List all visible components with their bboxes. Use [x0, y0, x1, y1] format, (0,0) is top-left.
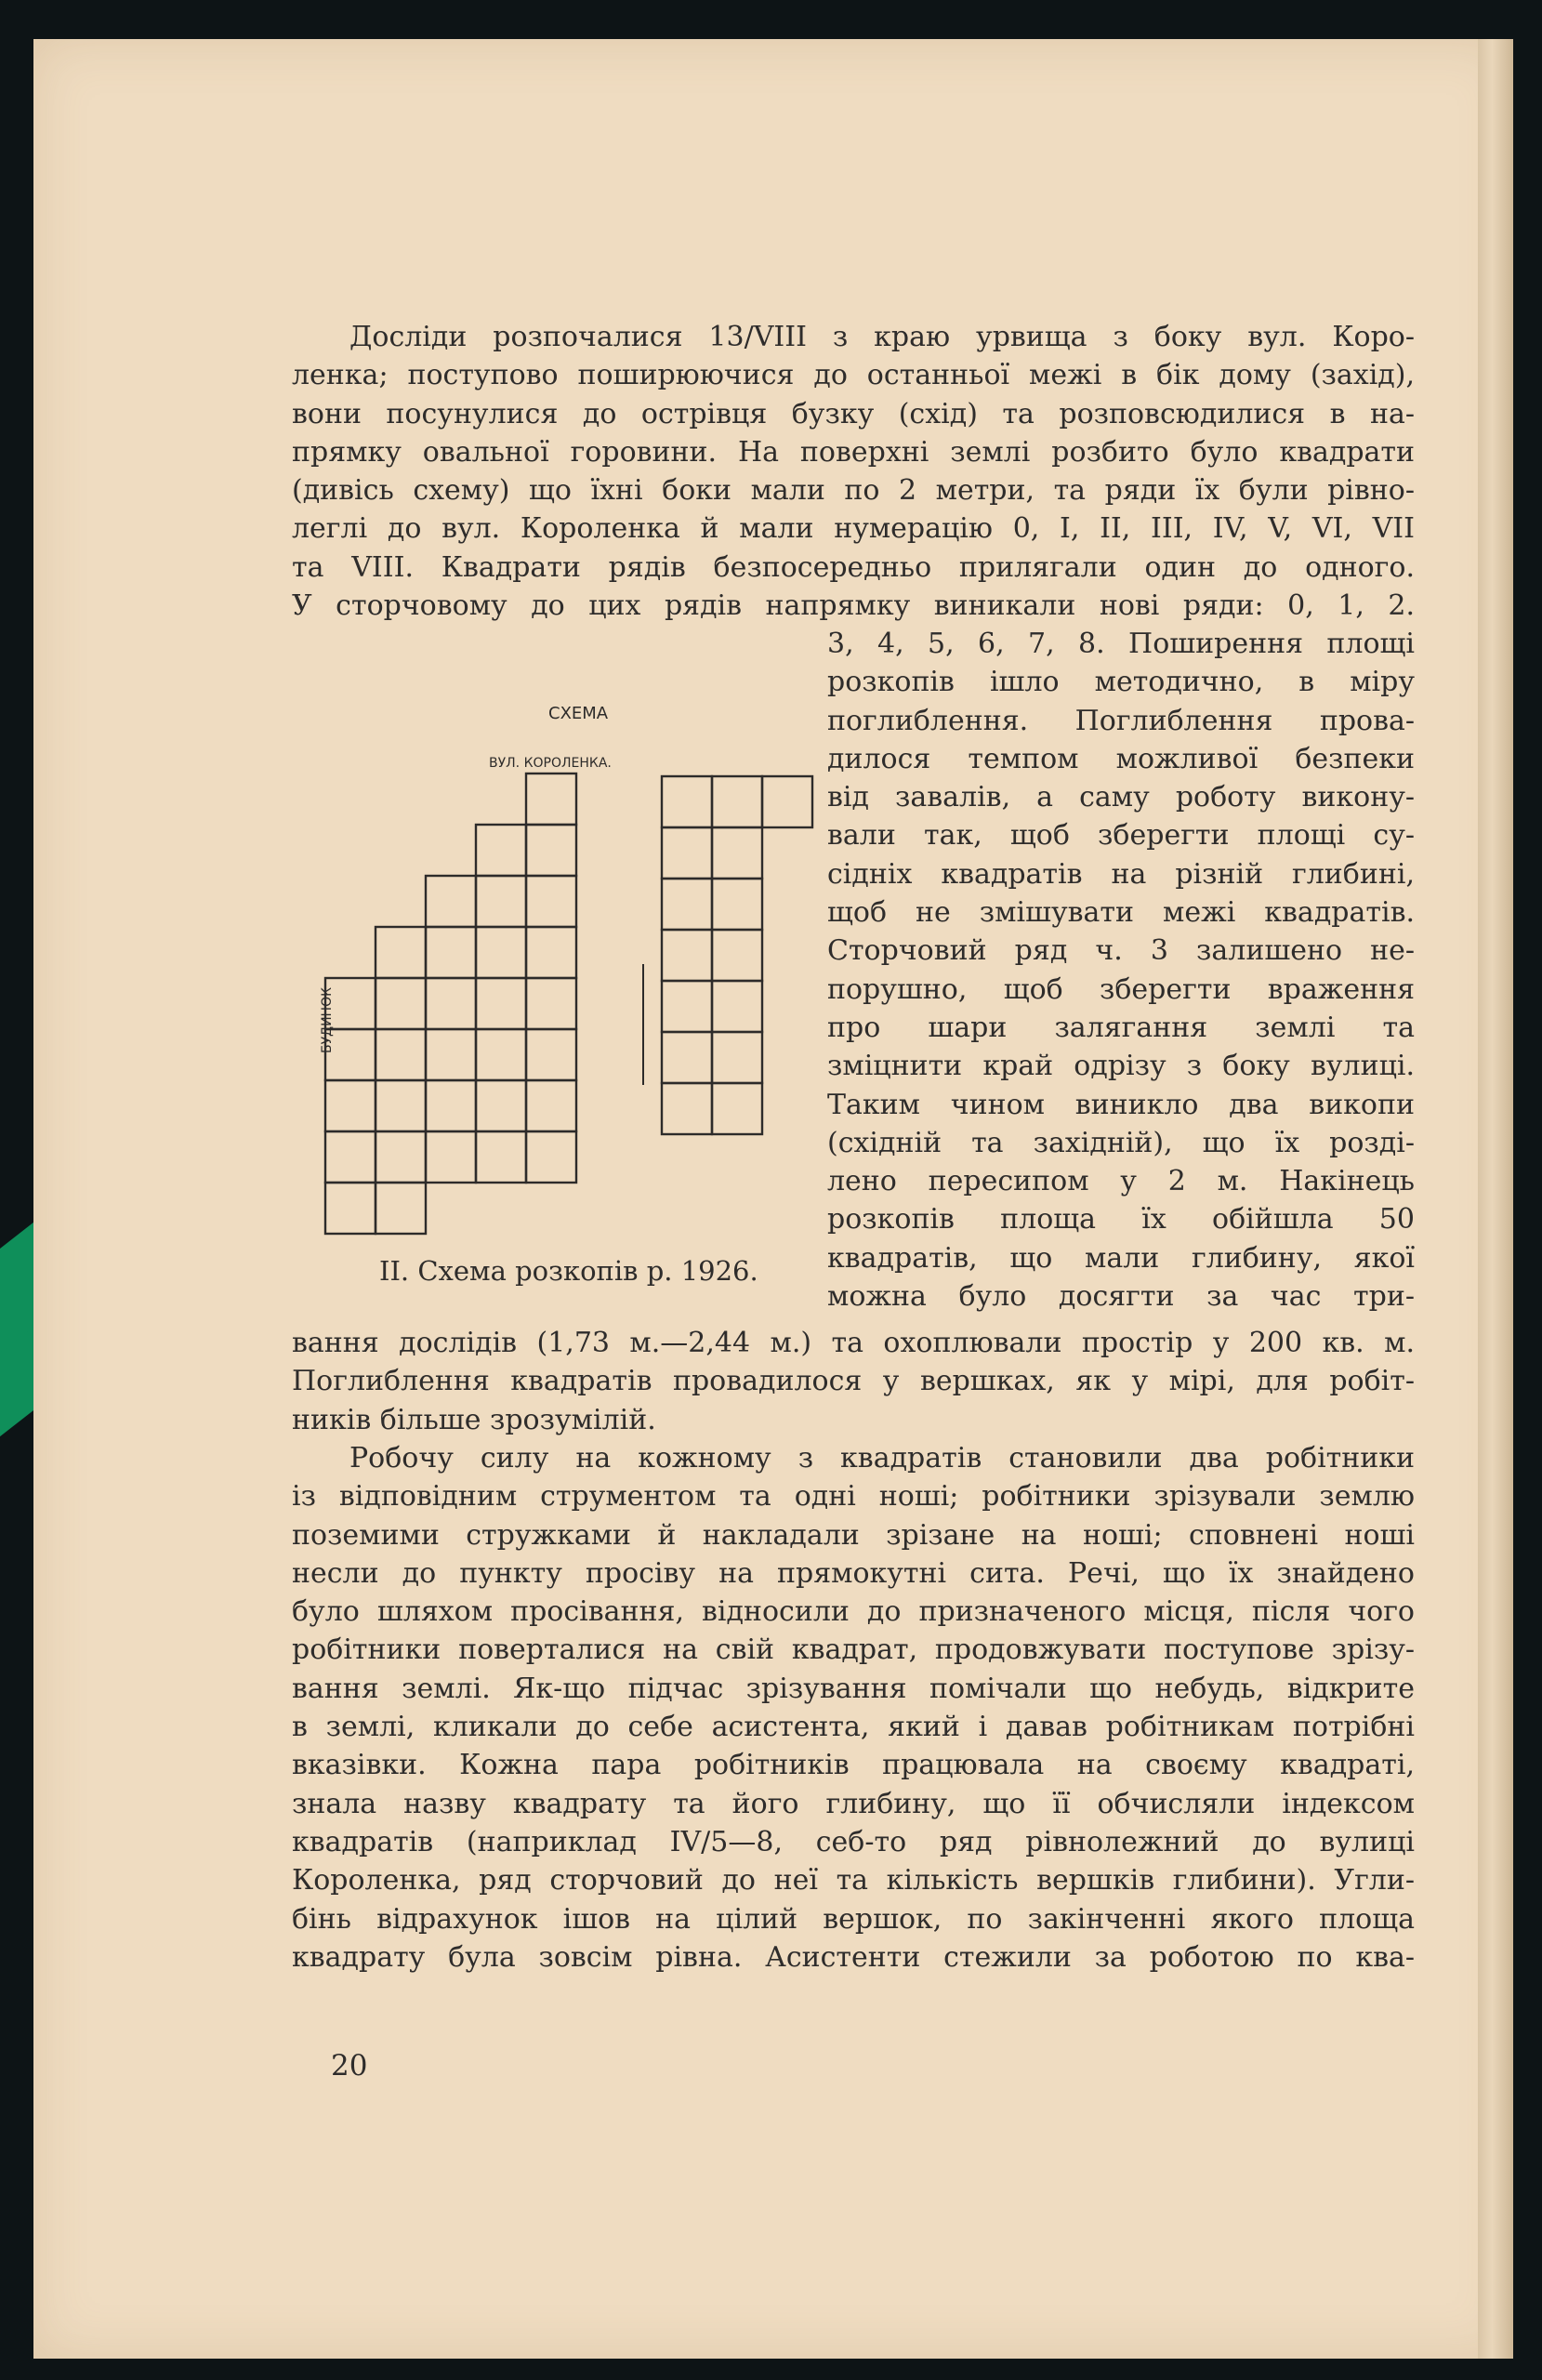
text-line: Таким чином виникло два викопи	[827, 1088, 1415, 1121]
text-line: лено пересипом у 2 м. Накінець	[827, 1165, 1415, 1198]
text-line: Короленка, ряд сторчовий до неї та кількість вершків глибини). Угли-	[292, 1864, 1415, 1897]
text-line: із відповідним струментом та одні ноші; робітники зрізували землю	[292, 1480, 1415, 1514]
text-line: вказівки. Кожна пара робітників працювала на своєму квадраті,	[292, 1749, 1415, 1782]
west-excavation-grid	[325, 774, 576, 1234]
text-line: розкопів площа їх обійшла 50	[827, 1203, 1415, 1236]
street-label: ВУЛ. КОРОЛЕНКА.	[489, 756, 612, 771]
text-line: ників більше зрозумілій.	[292, 1403, 656, 1436]
text-line: Сторчовий ряд ч. 3 залишено не-	[827, 934, 1415, 968]
text-line: поземими стружками й накладали зрізане на ноші; сповнені ноші	[292, 1518, 1415, 1552]
text-line: Досліди розпочалися 13/VIII з краю урвища з боку вул. Коро-	[349, 321, 1415, 353]
text-line: поглиблення. Поглиблення прова-	[827, 704, 1415, 737]
text-line: щоб не змішувати межі квадратів.	[827, 896, 1415, 930]
text-line: вання землі. Як-що підчас зрізування помічали що небудь, відкрите	[292, 1672, 1415, 1705]
text-line: робітники поверталися на свій квадрат, продовжувати поступове зрізу-	[292, 1633, 1415, 1667]
page-edge	[1478, 39, 1513, 2359]
text-line: 3, 4, 5, 6, 7, 8. Поширення площі	[827, 628, 1415, 660]
scheme-title: СХЕМА	[548, 704, 609, 723]
paragraph-1-full	[292, 318, 1415, 625]
text-line: квадратів (наприклад IV/5—8, себ-то ряд рівнолежний до вулиці	[292, 1825, 1415, 1858]
text-line: леглі до вул. Короленка й мали нумерацію 0, I, II, III, IV, V, VI, VII	[292, 512, 1415, 546]
text-line: У сторчовому до цих рядів напрямку виникали нові ряди: 0, 1, 2.	[292, 589, 1415, 623]
text-line: квадратів, що мали глибину, якої	[827, 1241, 1415, 1275]
text-line: ленка; поступово поширюючися до останньої межі в бік дому (захід),	[292, 359, 1415, 392]
text-line: зміцнити край одрізу з боку вулиці.	[827, 1050, 1415, 1083]
text-line: (дивісь схему) що їхні боки мали по 2 метри, та ряди їх були рівно-	[292, 474, 1415, 508]
text-line: Поглиблення квадратів провадилося у вершках, як у мірі, для робіт-	[292, 1365, 1415, 1398]
book-page	[33, 39, 1513, 2359]
page-number: 20	[331, 2049, 368, 2082]
text-line: про шари залягання землі та	[827, 1011, 1415, 1044]
paragraph-1-tail	[292, 1324, 1415, 1439]
text-line: та VIII. Квадрати рядів безпосередньо прилягали один до одного.	[292, 550, 1415, 584]
text-line: було шляхом просівання, відносили до призначеного місця, після чого	[292, 1595, 1415, 1629]
paragraph-2	[292, 1439, 1415, 1977]
text-line: знала назву квадрату та його глибину, що її обчисляли індексом	[292, 1787, 1415, 1820]
text-line: несли до пункту просіву на прямокутні сита. Речі, що їх знайдено	[292, 1556, 1415, 1590]
building-label: БУДИНОК	[320, 986, 335, 1053]
text-line: (східній та західній), що їх розді-	[827, 1126, 1415, 1159]
text-line: порушно, щоб зберегти враження	[827, 972, 1415, 1006]
text-line: від завалів, а саму роботу викону-	[827, 781, 1415, 814]
text-line: бінь відрахунок ішов на цілий вершок, по закінченні якого площа	[292, 1902, 1415, 1936]
text-line: розкопів ішло методично, в міру	[827, 666, 1415, 699]
figure-caption: II. Схема розкопів р. 1926.	[379, 1255, 758, 1287]
text-line: квадрату була зовсім рівна. Асистенти стежили за роботою по ква-	[292, 1940, 1415, 1974]
text-line: можна було досягти за час три-	[827, 1280, 1415, 1314]
excavation-scheme-diagram	[312, 694, 833, 1252]
text-line: дилося темпом можливої безпеки	[827, 742, 1415, 775]
paragraph-1-narrow-column	[827, 625, 1415, 1316]
text-line: в землі, кликали до себе асистента, який і давав робітникам потрібні	[292, 1711, 1415, 1744]
text-line: Робочу силу на кожному з квадратів становили два робітники	[349, 1442, 1415, 1474]
text-line: прямку овальної горовини. На поверхні землі розбито було квадрати	[292, 435, 1415, 469]
east-excavation-grid	[662, 776, 812, 1134]
text-line: сідніх квадратів на різній глибині,	[827, 857, 1415, 891]
text-line: вали так, щоб зберегти площі су-	[827, 819, 1415, 853]
text-line: вони посунулися до острівця бузку (схід) та розповсюдилися в на-	[292, 397, 1415, 430]
text-line: вання дослідів (1,73 м.—2,44 м.) та охоплювали простір у 200 кв. м.	[292, 1327, 1415, 1359]
